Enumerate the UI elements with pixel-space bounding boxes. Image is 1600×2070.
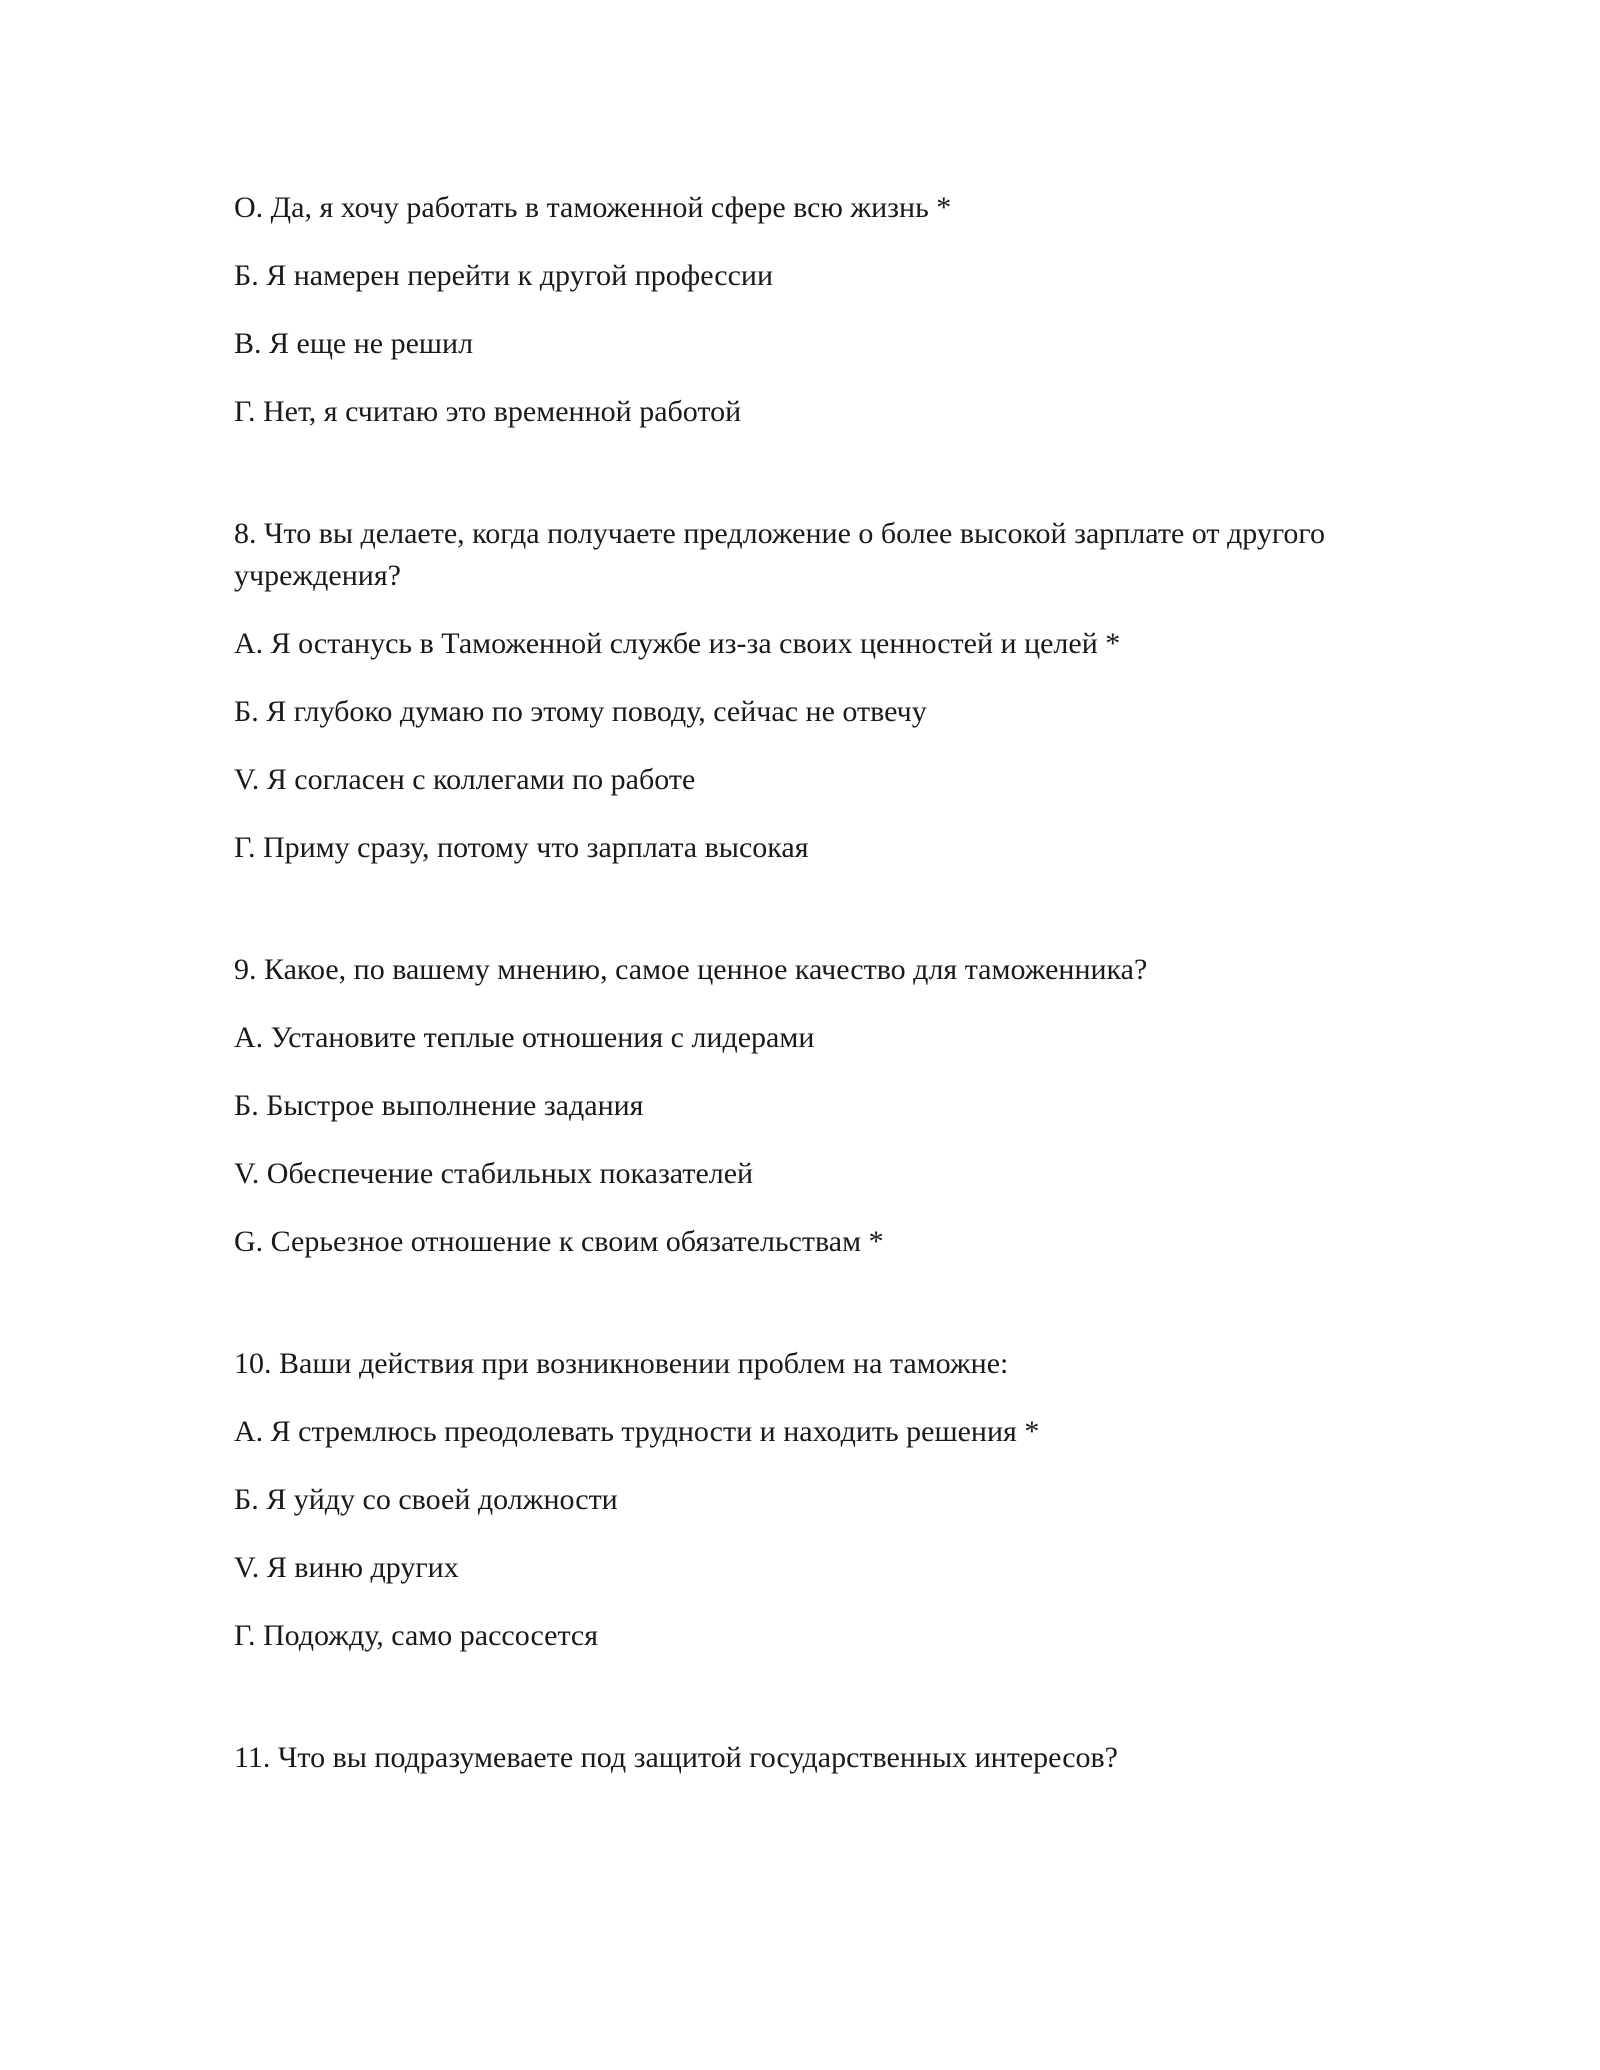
answer-option: Г. Нет, я считаю это временной работой — [234, 395, 742, 428]
answer-option: Б. Я уйду со своей должности — [234, 1483, 618, 1516]
answer-option: Г. Приму сразу, потому что зарплата высокая — [234, 831, 809, 864]
question-text: 11. Что вы подразумеваете под защитой государственных интересов? — [234, 1741, 1118, 1774]
question-block — [234, 949, 1344, 1263]
question-text: 8. Что вы делаете, когда получаете предложение о более высокой зарплате от другого учреждения? — [234, 517, 1325, 592]
answer-option: А. Я останусь в Таможенной службе из-за своих ценностей и целей * — [234, 627, 1121, 660]
document-body — [234, 187, 1344, 1805]
answer-option: V. Обеспечение стабильных показателей — [234, 1157, 754, 1190]
answer-option: Б. Я намерен перейти к другой профессии — [234, 259, 774, 292]
answer-option: G. Серьезное отношение к своим обязательствам * — [234, 1225, 884, 1258]
answer-option: В. Я еще не решил — [234, 327, 474, 360]
answer-option: V. Я согласен с коллегами по работе — [234, 763, 696, 796]
question-block — [234, 1343, 1344, 1657]
question-block — [234, 187, 1344, 433]
answer-option: Б. Я глубоко думаю по этому поводу, сейчас не отвечу — [234, 695, 927, 728]
question-text: 10. Ваши действия при возникновении проблем на таможне: — [234, 1347, 1009, 1380]
question-block — [234, 513, 1344, 869]
question-text: 9. Какое, по вашему мнению, самое ценное качество для таможенника? — [234, 953, 1148, 986]
answer-option: Б. Быстрое выполнение задания — [234, 1089, 644, 1122]
answer-option: О. Да, я хочу работать в таможенной сфере всю жизнь * — [234, 191, 952, 224]
answer-option: Г. Подожду, само рассосется — [234, 1619, 599, 1652]
answer-option: А. Установите теплые отношения с лидерами — [234, 1021, 815, 1054]
answer-option: А. Я стремлюсь преодолевать трудности и находить решения * — [234, 1415, 1040, 1448]
question-block — [234, 1737, 1344, 1779]
answer-option: V. Я виню других — [234, 1551, 459, 1584]
